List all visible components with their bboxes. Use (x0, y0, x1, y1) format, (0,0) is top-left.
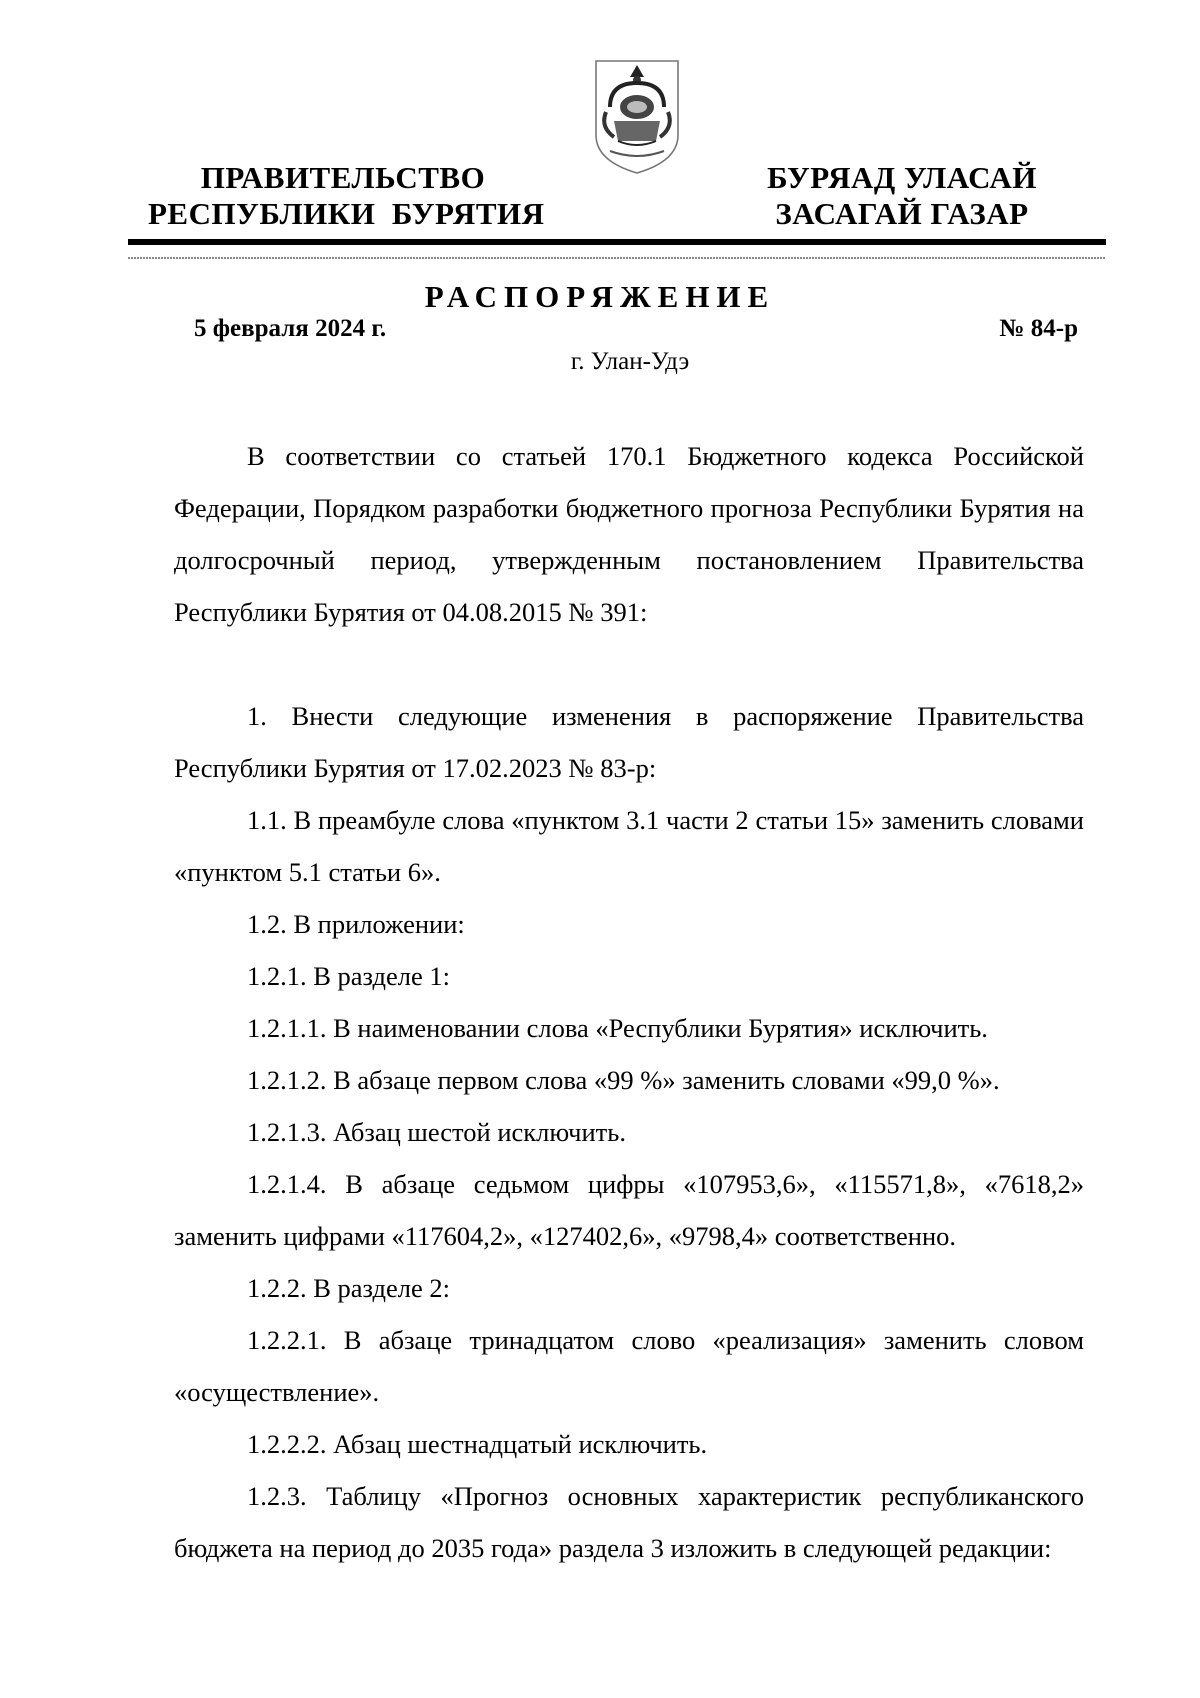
header-divider-thick (128, 239, 1106, 245)
item-paragraph: 1.2.1.1. В наименовании слова «Республики Бурятия» исключить. (247, 1013, 988, 1043)
coat-of-arms-icon (590, 57, 684, 177)
item-paragraph: 1. Внести следующие изменения в распоряжение Правительства Республики Бурятия от 17.02.2023 № 83-р: (174, 701, 1084, 783)
item-paragraph: 1.2.2.2. Абзац шестнадцатый исключить. (247, 1429, 708, 1459)
issuer-line-1-buryat: БУРЯАД УЛАСАЙ (767, 160, 1037, 195)
document-date: 5 февраля 2024 г. (194, 315, 387, 342)
item-paragraph: 1.2.2.1. В абзаце тринадцатом слово «реализация» заменить словом «осуществление». (174, 1325, 1084, 1407)
item-paragraph: 1.2.1.3. Абзац шестой исключить. (247, 1117, 626, 1147)
header-divider-thin (128, 257, 1106, 259)
preamble-paragraph: В соответствии со статьей 170.1 Бюджетного кодекса Российской Федерации, Порядком разработки бюджетного прогноза Республики Бурятия на долгосрочный период, утвержденным постановлением Правительства Республики Бурятия от 04.08.2015 № 391: (174, 441, 1084, 627)
item-paragraph: 1.2. В приложении: (247, 909, 465, 939)
issuer-line-1: ПРАВИТЕЛЬСТВО (200, 160, 486, 195)
item-paragraph: 1.2.3. Таблицу «Прогноз основных характеристик республиканского бюджета на период до 2035 года» раздела 3 изложить в следующей редакции: (174, 1481, 1084, 1563)
document-body (174, 430, 1084, 1574)
document-city: г. Улан-Удэ (570, 348, 690, 375)
issuer-line-2: РЕСПУБЛИКИ БУРЯТИЯ (148, 196, 545, 231)
item-paragraph: 1.2.1.4. В абзаце седьмом цифры «107953,6», «115571,8», «7618,2» заменить цифрами «117604,2», «127402,6», «9798,4» соответственно. (174, 1169, 1084, 1251)
item-paragraph: 1.2.2. В разделе 2: (247, 1273, 451, 1303)
issuer-name-buryat (752, 160, 1052, 232)
item-paragraph: 1.2.1.2. В абзаце первом слова «99 %» заменить словами «99,0 %». (247, 1065, 1000, 1095)
issuer-name-russian (148, 160, 545, 232)
document-title: РАСПОРЯЖЕНИЕ (424, 279, 776, 314)
item-paragraph: 1.2.1. В разделе 1: (247, 961, 451, 991)
document-number: № 84-р (999, 315, 1078, 342)
item-paragraph: 1.1. В преамбуле слова «пунктом 3.1 части 2 статьи 15» заменить словами «пунктом 5.1 статьи 6». (174, 805, 1084, 887)
issuer-line-2-buryat: ЗАСАГАЙ ГАЗАР (775, 196, 1029, 231)
